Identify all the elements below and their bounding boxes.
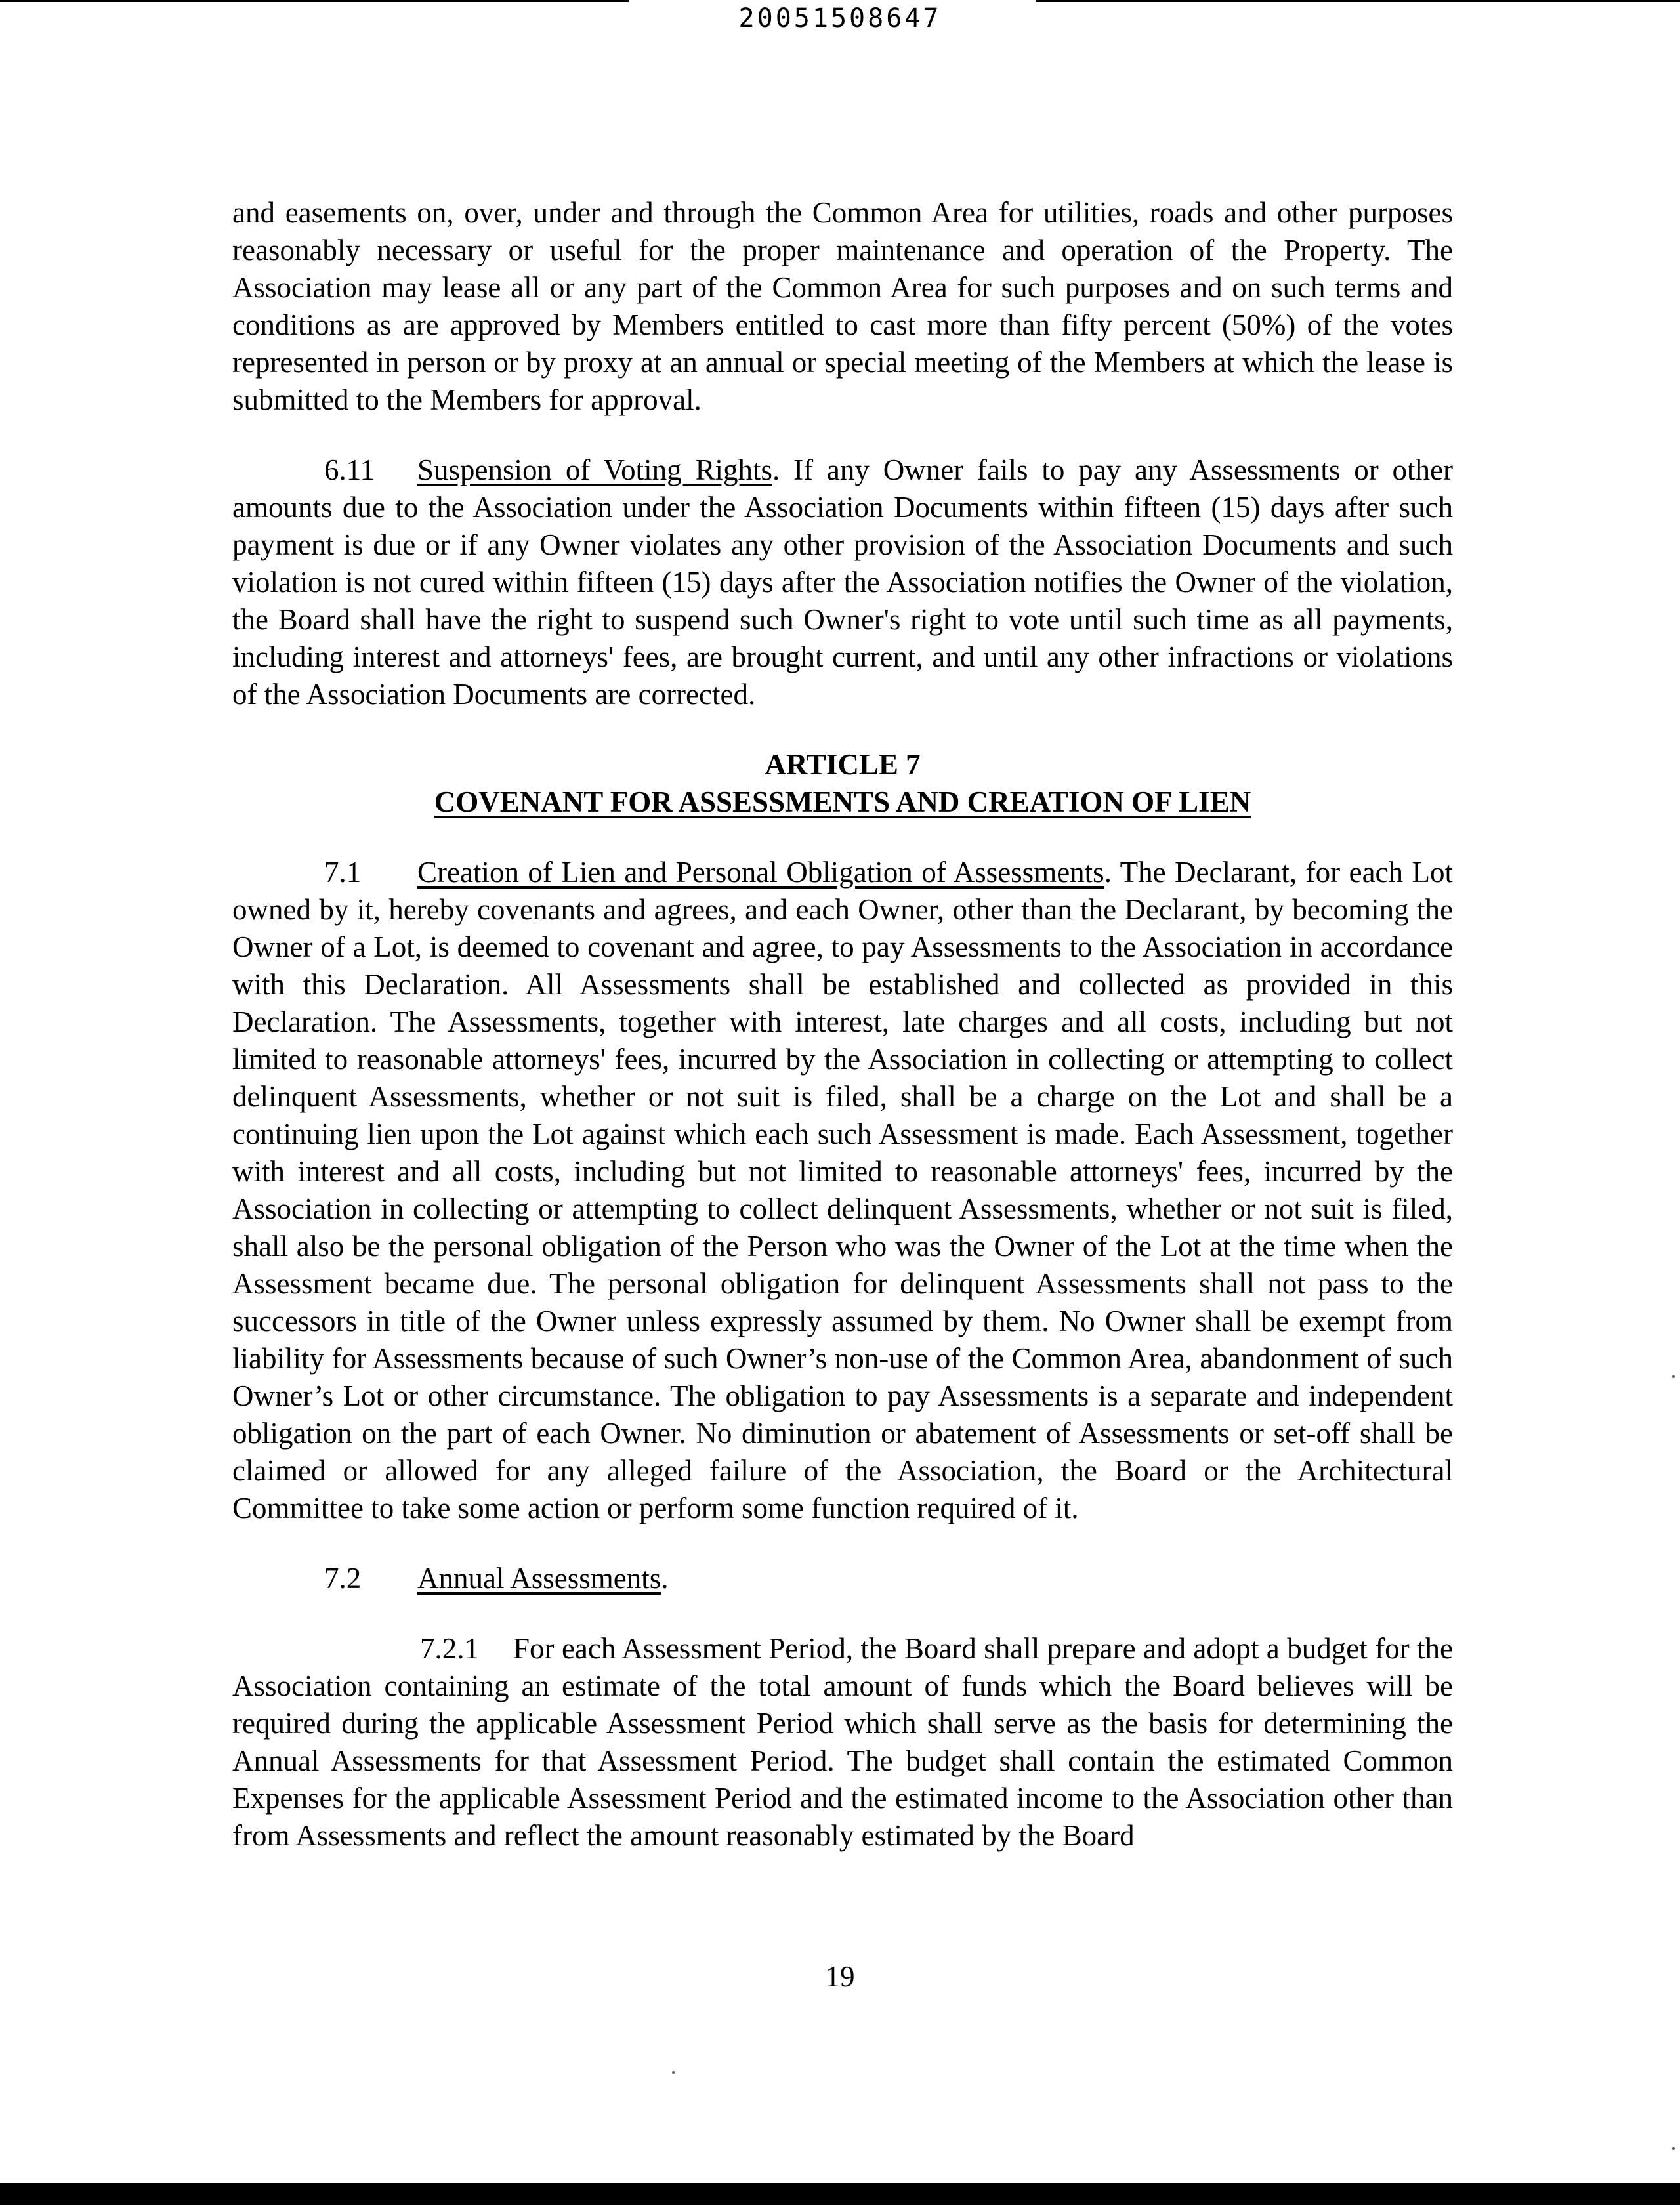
- section-text: . The Declarant, for each Lot owned by it, hereby covenants and agrees, and each Owner, other than the Declarant, by becoming the Owner of a Lot, is deemed to covenant and agree, to pay Assessments to the Association in accordance with this Declaration. All Assessments shall be established and collected as provided in this Declaration. The Assessments, together with interest, late charges and all costs, including but not limited to reasonable attorneys' fees, incurred by the Association in collecting or attempting to collect delinquent Assessments, whether or not suit is filed, shall be a charge on the Lot and shall be a continuing lien upon the Lot against which each such Assessment is made. Each Assessment, together with interest and all costs, including but not limited to reasonable attorneys' fees, incurred by the Association in collecting or attempting to collect delinquent Assessments, whether or not suit is filed, shall also be the personal obligation of the Person who was the Owner of the Lot at the time when the Assessment became due. The personal obligation for delinquent Assessments shall not pass to the successors in title of the Owner unless expressly assumed by them. No Owner shall be exempt from liability for Assessments because of such Owner’s non-use of the Common Area, abandonment of such Owner’s Lot or other circumstance. The obligation to pay Assessments is a separate and independent obligation on the part of each Owner. No diminution or abatement of Assessments or set-off shall be claimed or allowed for any alleged failure of the Association, the Board or the Architectural Committee to take some action or perform some function required of it.: [232, 856, 1453, 1524]
- section-7-1: [232, 854, 1453, 1527]
- article-label: ARTICLE 7: [765, 748, 921, 781]
- scan-speck: [1672, 1376, 1675, 1378]
- scan-speck: [672, 2071, 675, 2074]
- article-title: COVENANT FOR ASSESSMENTS AND CREATION OF LIEN: [434, 786, 1251, 818]
- section-text: For each Assessment Period, the Board shall prepare and adopt a budget for the Association containing an estimate of the total amount of funds which the Board believes will be required during the applicable Assessment Period which shall serve as the basis for determining the Annual Assessments for that Assessment Period. The budget shall contain the estimated Common Expenses for the applicable Assessment Period and the estimated income to the Association other than from Assessments and reflect the amount reasonably estimated by the Board: [232, 1632, 1453, 1852]
- document-number: 20051508647: [738, 3, 942, 33]
- section-number: 6.11: [324, 453, 375, 486]
- page-body: [232, 194, 1453, 1855]
- paragraph-easements: and easements on, over, under and through the Common Area for utilities, roads and other purposes reasonably necessary or useful for the proper maintenance and operation of the Property. The Association may lease all or any part of the Common Area for such purposes and on such terms and conditions as are approved by Members entitled to cast more than fifty percent (50%) of the votes represented in person or by proxy at an annual or special meeting of the Members at which the lease is submitted to the Members for approval.: [232, 196, 1453, 416]
- section-number: 7.1: [324, 856, 362, 889]
- section-number: 7.2.1: [420, 1632, 479, 1665]
- section-heading: Creation of Lien and Personal Obligation of Assessments: [417, 856, 1104, 889]
- section-text: . If any Owner fails to pay any Assessments or other amounts due to the Association under the Association Documents within fifteen (15) days after such payment is due or if any Owner violates any other provision of the Association Documents and such violation is not cured within fifteen (15) days after the Association notifies the Owner of the violation, the Board shall have the right to suspend such Owner's right to vote until such time as all payments, including interest and attorneys' fees, are brought current, and until any other infractions or violations of the Association Documents are corrected.: [232, 453, 1454, 711]
- section-7-2-1: [232, 1630, 1453, 1855]
- section-heading: Annual Assessments: [417, 1562, 662, 1595]
- page-number: 19: [825, 1960, 855, 1993]
- section-7-2: 7.2 Annual Assessments.: [232, 1560, 1453, 1597]
- section-6-11: [232, 452, 1453, 713]
- scan-bottom-border: [0, 2183, 1680, 2205]
- section-heading: Suspension of Voting Rights: [417, 453, 772, 486]
- section-number: 7.2: [324, 1562, 362, 1595]
- scan-speck: [1672, 2147, 1675, 2150]
